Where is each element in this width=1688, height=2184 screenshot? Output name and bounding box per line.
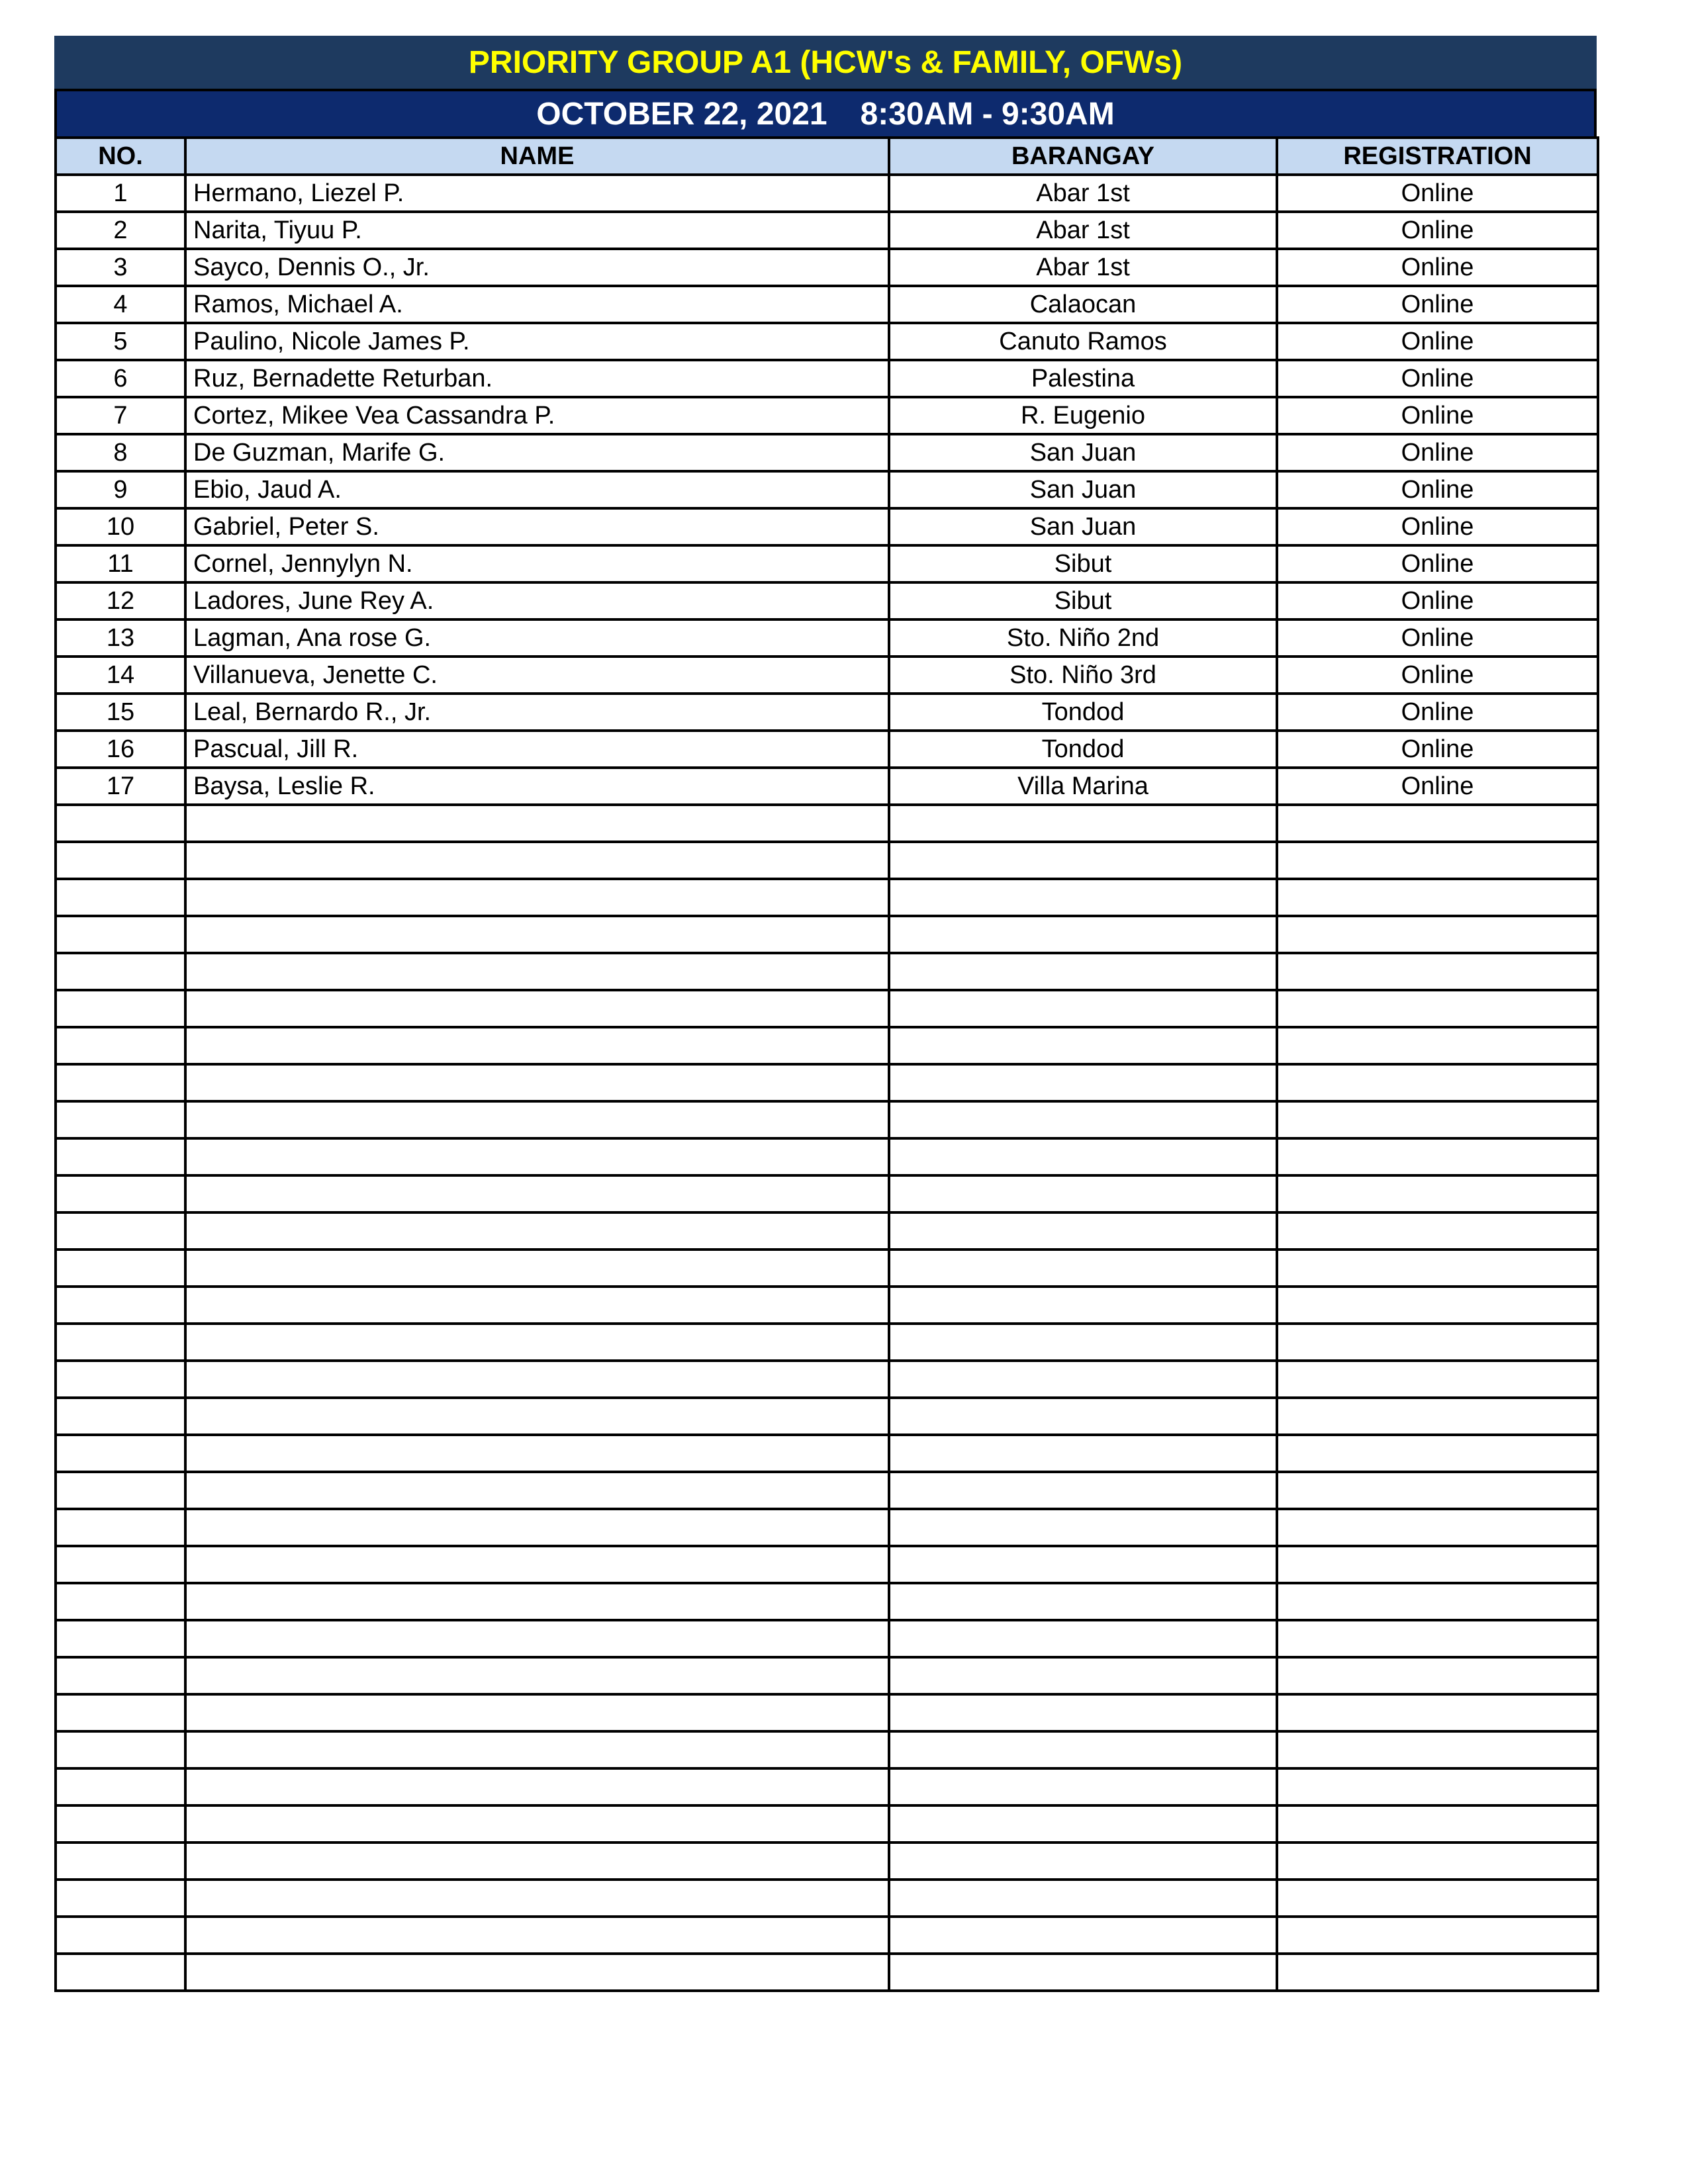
empty-table-row: [56, 1175, 1598, 1212]
empty-cell: [1277, 916, 1598, 953]
page-title: PRIORITY GROUP A1 (HCW's & FAMILY, OFWs): [468, 44, 1183, 80]
table-row: [56, 212, 1598, 249]
cell-name: Cortez, Mikee Vea Cassandra P.: [185, 397, 889, 434]
empty-cell: [1277, 842, 1598, 879]
empty-cell: [185, 1212, 889, 1250]
empty-cell: [1277, 953, 1598, 990]
empty-cell: [56, 1731, 185, 1768]
cell-name: Lagman, Ana rose G.: [185, 619, 889, 657]
cell-no: 15: [56, 694, 185, 731]
empty-cell: [185, 1064, 889, 1101]
empty-cell: [185, 1175, 889, 1212]
cell-registration: Online: [1277, 508, 1598, 545]
empty-cell: [185, 1917, 889, 1954]
title-bar: [54, 36, 1597, 89]
cell-no: 16: [56, 731, 185, 768]
cell-barangay: R. Eugenio: [889, 397, 1277, 434]
cell-no: 2: [56, 212, 185, 249]
cell-barangay: Calaocan: [889, 286, 1277, 323]
empty-cell: [1277, 1843, 1598, 1880]
cell-name: Ladores, June Rey A.: [185, 582, 889, 619]
column-header-registration: REGISTRATION: [1277, 138, 1598, 175]
empty-cell: [1277, 1287, 1598, 1324]
empty-table-row: [56, 1287, 1598, 1324]
table-row: [56, 508, 1598, 545]
empty-cell: [185, 1101, 889, 1138]
table-row: [56, 360, 1598, 397]
cell-no: 10: [56, 508, 185, 545]
table-row: [56, 397, 1598, 434]
empty-cell: [56, 805, 185, 842]
empty-table-row: [56, 1954, 1598, 1991]
empty-cell: [1277, 1027, 1598, 1064]
cell-name: Pascual, Jill R.: [185, 731, 889, 768]
cell-registration: Online: [1277, 582, 1598, 619]
empty-cell: [1277, 1805, 1598, 1843]
empty-cell: [56, 1954, 185, 1991]
table-row: [56, 249, 1598, 286]
cell-registration: Online: [1277, 657, 1598, 694]
column-header-name: NAME: [185, 138, 889, 175]
empty-table-row: [56, 1546, 1598, 1583]
cell-no: 4: [56, 286, 185, 323]
empty-cell: [889, 1398, 1277, 1435]
empty-cell: [185, 990, 889, 1027]
empty-table-row: [56, 990, 1598, 1027]
empty-table-row: [56, 1398, 1598, 1435]
cell-no: 13: [56, 619, 185, 657]
empty-cell: [56, 1583, 185, 1620]
table-row: [56, 694, 1598, 731]
cell-no: 12: [56, 582, 185, 619]
empty-cell: [889, 990, 1277, 1027]
empty-cell: [56, 1250, 185, 1287]
table-row: [56, 582, 1598, 619]
empty-table-row: [56, 1064, 1598, 1101]
empty-cell: [889, 1472, 1277, 1509]
empty-cell: [185, 916, 889, 953]
empty-cell: [56, 1027, 185, 1064]
cell-name: Sayco, Dennis O., Jr.: [185, 249, 889, 286]
cell-barangay: Villa Marina: [889, 768, 1277, 805]
cell-name: Villanueva, Jenette C.: [185, 657, 889, 694]
empty-cell: [56, 1287, 185, 1324]
empty-cell: [56, 1361, 185, 1398]
empty-cell: [889, 1731, 1277, 1768]
cell-barangay: Canuto Ramos: [889, 323, 1277, 360]
empty-cell: [56, 1472, 185, 1509]
cell-barangay: Sto. Niño 3rd: [889, 657, 1277, 694]
empty-cell: [889, 1546, 1277, 1583]
empty-cell: [889, 1954, 1277, 1991]
empty-cell: [1277, 1509, 1598, 1546]
cell-barangay: Sibut: [889, 582, 1277, 619]
empty-cell: [1277, 990, 1598, 1027]
empty-cell: [889, 805, 1277, 842]
schedule-date: OCTOBER 22, 2021: [536, 96, 827, 132]
empty-cell: [56, 1694, 185, 1731]
empty-cell: [1277, 1880, 1598, 1917]
empty-cell: [889, 1101, 1277, 1138]
empty-cell: [56, 1175, 185, 1212]
cell-registration: Online: [1277, 397, 1598, 434]
empty-cell: [889, 1583, 1277, 1620]
empty-cell: [185, 1398, 889, 1435]
empty-cell: [889, 1064, 1277, 1101]
cell-barangay: Palestina: [889, 360, 1277, 397]
cell-registration: Online: [1277, 768, 1598, 805]
empty-cell: [889, 1805, 1277, 1843]
empty-table-row: [56, 1138, 1598, 1175]
cell-barangay: Abar 1st: [889, 212, 1277, 249]
cell-registration: Online: [1277, 212, 1598, 249]
empty-cell: [185, 1657, 889, 1694]
cell-name: Paulino, Nicole James P.: [185, 323, 889, 360]
empty-cell: [889, 1880, 1277, 1917]
empty-cell: [56, 879, 185, 916]
empty-cell: [185, 1583, 889, 1620]
empty-table-row: [56, 1880, 1598, 1917]
empty-table-row: [56, 1324, 1598, 1361]
empty-cell: [185, 1287, 889, 1324]
cell-no: 17: [56, 768, 185, 805]
empty-cell: [185, 1954, 889, 1991]
empty-cell: [56, 1398, 185, 1435]
empty-cell: [185, 1731, 889, 1768]
empty-cell: [185, 1880, 889, 1917]
cell-barangay: Abar 1st: [889, 249, 1277, 286]
cell-registration: Online: [1277, 471, 1598, 508]
empty-table-row: [56, 805, 1598, 842]
empty-cell: [889, 916, 1277, 953]
table-row: [56, 657, 1598, 694]
schedule-time: 8:30AM - 9:30AM: [860, 96, 1115, 132]
column-header-no: NO.: [56, 138, 185, 175]
empty-cell: [889, 1212, 1277, 1250]
empty-table-row: [56, 842, 1598, 879]
column-header-barangay: BARANGAY: [889, 138, 1277, 175]
empty-cell: [56, 1138, 185, 1175]
cell-name: Cornel, Jennylyn N.: [185, 545, 889, 582]
empty-cell: [889, 1361, 1277, 1398]
empty-cell: [1277, 1472, 1598, 1509]
empty-cell: [1277, 1954, 1598, 1991]
empty-cell: [185, 1027, 889, 1064]
cell-name: Baysa, Leslie R.: [185, 768, 889, 805]
empty-cell: [185, 1138, 889, 1175]
cell-barangay: San Juan: [889, 508, 1277, 545]
empty-cell: [889, 1509, 1277, 1546]
empty-cell: [185, 1805, 889, 1843]
cell-registration: Online: [1277, 731, 1598, 768]
table-row: [56, 434, 1598, 471]
empty-cell: [889, 953, 1277, 990]
cell-registration: Online: [1277, 545, 1598, 582]
empty-cell: [56, 1917, 185, 1954]
cell-registration: Online: [1277, 286, 1598, 323]
priority-list-sheet: [54, 36, 1597, 1992]
empty-table-row: [56, 1768, 1598, 1805]
empty-cell: [889, 1138, 1277, 1175]
empty-cell: [1277, 1917, 1598, 1954]
empty-cell: [56, 1880, 185, 1917]
empty-cell: [56, 1324, 185, 1361]
table-row: [56, 768, 1598, 805]
cell-name: Ebio, Jaud A.: [185, 471, 889, 508]
empty-cell: [56, 1805, 185, 1843]
empty-cell: [889, 1175, 1277, 1212]
cell-no: 6: [56, 360, 185, 397]
cell-name: Ramos, Michael A.: [185, 286, 889, 323]
cell-registration: Online: [1277, 323, 1598, 360]
empty-cell: [1277, 1657, 1598, 1694]
empty-cell: [889, 1768, 1277, 1805]
schedule-bar: [54, 89, 1597, 136]
empty-cell: [185, 1435, 889, 1472]
empty-cell: [1277, 1250, 1598, 1287]
empty-cell: [185, 1620, 889, 1657]
empty-cell: [1277, 1546, 1598, 1583]
empty-cell: [185, 805, 889, 842]
cell-name: Hermano, Liezel P.: [185, 175, 889, 212]
empty-cell: [1277, 1175, 1598, 1212]
empty-table-row: [56, 916, 1598, 953]
cell-no: 3: [56, 249, 185, 286]
empty-cell: [1277, 1694, 1598, 1731]
empty-cell: [1277, 1768, 1598, 1805]
empty-cell: [185, 1361, 889, 1398]
empty-table-row: [56, 1731, 1598, 1768]
empty-cell: [185, 1546, 889, 1583]
empty-cell: [889, 1287, 1277, 1324]
cell-barangay: San Juan: [889, 434, 1277, 471]
empty-cell: [889, 1027, 1277, 1064]
empty-cell: [56, 1064, 185, 1101]
empty-table-row: [56, 1027, 1598, 1064]
empty-cell: [1277, 805, 1598, 842]
empty-table-row: [56, 1843, 1598, 1880]
empty-table-row: [56, 1250, 1598, 1287]
cell-name: Narita, Tiyuu P.: [185, 212, 889, 249]
cell-registration: Online: [1277, 434, 1598, 471]
table-row: [56, 545, 1598, 582]
empty-cell: [185, 1250, 889, 1287]
empty-cell: [1277, 1435, 1598, 1472]
empty-cell: [56, 1435, 185, 1472]
empty-cell: [889, 1620, 1277, 1657]
empty-table-row: [56, 1509, 1598, 1546]
cell-registration: Online: [1277, 619, 1598, 657]
empty-cell: [185, 1768, 889, 1805]
empty-cell: [185, 1843, 889, 1880]
table-row: [56, 619, 1598, 657]
empty-table-row: [56, 1657, 1598, 1694]
cell-no: 1: [56, 175, 185, 212]
empty-cell: [889, 1843, 1277, 1880]
empty-cell: [56, 1101, 185, 1138]
empty-cell: [56, 842, 185, 879]
cell-barangay: Abar 1st: [889, 175, 1277, 212]
empty-cell: [185, 1509, 889, 1546]
empty-cell: [1277, 1101, 1598, 1138]
cell-name: Ruz, Bernadette Returban.: [185, 360, 889, 397]
table-row: [56, 731, 1598, 768]
empty-cell: [889, 1694, 1277, 1731]
cell-registration: Online: [1277, 694, 1598, 731]
empty-table-row: [56, 1620, 1598, 1657]
empty-table-row: [56, 1361, 1598, 1398]
registrants-table: [54, 136, 1599, 1992]
empty-table-row: [56, 1694, 1598, 1731]
empty-table-row: [56, 1472, 1598, 1509]
cell-no: 9: [56, 471, 185, 508]
empty-cell: [56, 1843, 185, 1880]
empty-table-row: [56, 1805, 1598, 1843]
empty-cell: [889, 1917, 1277, 1954]
cell-name: Gabriel, Peter S.: [185, 508, 889, 545]
cell-name: Leal, Bernardo R., Jr.: [185, 694, 889, 731]
cell-no: 7: [56, 397, 185, 434]
cell-name: De Guzman, Marife G.: [185, 434, 889, 471]
table-row: [56, 286, 1598, 323]
empty-table-row: [56, 953, 1598, 990]
empty-cell: [1277, 1620, 1598, 1657]
empty-cell: [56, 990, 185, 1027]
cell-no: 11: [56, 545, 185, 582]
empty-cell: [889, 879, 1277, 916]
empty-cell: [1277, 1398, 1598, 1435]
cell-registration: Online: [1277, 175, 1598, 212]
cell-no: 8: [56, 434, 185, 471]
cell-barangay: Tondod: [889, 694, 1277, 731]
empty-cell: [185, 1472, 889, 1509]
empty-table-row: [56, 1435, 1598, 1472]
empty-cell: [1277, 1138, 1598, 1175]
empty-cell: [56, 916, 185, 953]
empty-table-row: [56, 1101, 1598, 1138]
empty-cell: [56, 1509, 185, 1546]
empty-cell: [889, 1250, 1277, 1287]
empty-cell: [185, 879, 889, 916]
cell-barangay: Tondod: [889, 731, 1277, 768]
empty-cell: [889, 1435, 1277, 1472]
empty-cell: [56, 1212, 185, 1250]
cell-no: 14: [56, 657, 185, 694]
cell-no: 5: [56, 323, 185, 360]
table-row: [56, 175, 1598, 212]
cell-barangay: Sto. Niño 2nd: [889, 619, 1277, 657]
empty-cell: [1277, 1064, 1598, 1101]
table-row: [56, 471, 1598, 508]
empty-cell: [56, 953, 185, 990]
empty-cell: [889, 1324, 1277, 1361]
empty-cell: [1277, 1361, 1598, 1398]
empty-cell: [1277, 1731, 1598, 1768]
empty-cell: [56, 1657, 185, 1694]
cell-registration: Online: [1277, 360, 1598, 397]
empty-table-row: [56, 1917, 1598, 1954]
empty-cell: [56, 1620, 185, 1657]
empty-cell: [1277, 1583, 1598, 1620]
empty-cell: [185, 842, 889, 879]
empty-cell: [1277, 879, 1598, 916]
empty-cell: [889, 842, 1277, 879]
empty-cell: [1277, 1324, 1598, 1361]
empty-cell: [889, 1657, 1277, 1694]
cell-registration: Online: [1277, 249, 1598, 286]
empty-cell: [1277, 1212, 1598, 1250]
table-header-row: [56, 138, 1598, 175]
cell-barangay: Sibut: [889, 545, 1277, 582]
empty-cell: [185, 1694, 889, 1731]
cell-barangay: San Juan: [889, 471, 1277, 508]
table-row: [56, 323, 1598, 360]
empty-cell: [56, 1546, 185, 1583]
empty-table-row: [56, 879, 1598, 916]
empty-cell: [56, 1768, 185, 1805]
empty-table-row: [56, 1212, 1598, 1250]
empty-cell: [185, 953, 889, 990]
empty-table-row: [56, 1583, 1598, 1620]
empty-cell: [185, 1324, 889, 1361]
table-body: [56, 175, 1598, 1991]
